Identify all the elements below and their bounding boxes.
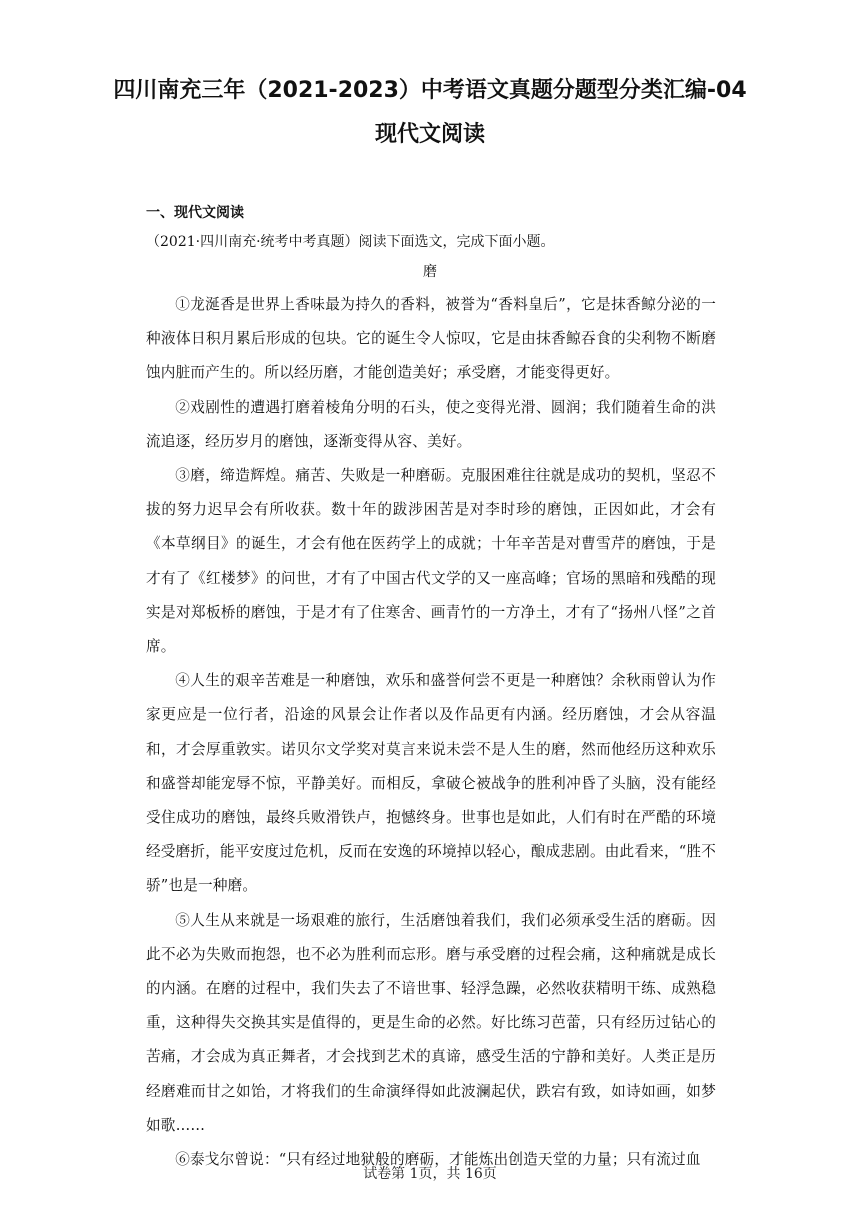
- article-paragraph-2: ②戏剧性的遭遇打磨着棱角分明的石头，使之变得光滑、圆润；我们随着生命的洪流追逐，经历岁月的磨蚀，逐渐变得从容、美好。: [146, 398, 716, 450]
- document-title-line2: 现代文阅读: [374, 122, 485, 147]
- article-paragraph-5: ⑤人生从来就是一场艰难的旅行，生活磨蚀着我们，我们必须承受生活的磨砺。因此不必为失败而抱怨，也不必为胜利而忘形。磨与承受磨的过程会痛，这种痛就是成长的内涵。在磨的过程中，我们失去了不谙世事、轻浮急躁，必然收获精明干练、成熟稳重，这种得失交换其实是值得的，更是生命的必然。好比练习芭蕾，只有经历过钻心的苦痛，才会成为真正舞者，才会找到艺术的真谛，感受生活的宁静和美好。人类正是历经磨难而甘之如饴，才将我们的生命演绎得如此波澜起伏，跌宕有致，如诗如画，如梦如歌……: [146, 911, 716, 1134]
- document-title-line1: 四川南充三年（2021-2023）中考语文真题分题型分类汇编-04: [113, 78, 747, 103]
- article-title: 磨: [423, 264, 437, 280]
- article-paragraph-1: ①龙涎香是世界上香味最为持久的香料，被誉为“香料皇后”，它是抹香鲸分泌的一种液体日积月累后形成的包块。它的诞生令人惊叹，它是由抹香鲸吞食的尖利物不断磨蚀内脏而产生的。所以经历磨，才能创造美好；承受磨，才能变得更好。: [146, 296, 716, 382]
- question-source-line: （2021·四川南充·统考中考真题）阅读下面选文，完成下面小题。: [146, 234, 555, 250]
- page-footer: 试卷第 1页，共 16页: [363, 1166, 497, 1182]
- article-paragraph-6: ⑥泰戈尔曾说：“只有经过地狱般的磨砺，才能炼出创造天堂的力量；只有流过血: [175, 1151, 701, 1169]
- article-paragraph-3: ③磨，缔造辉煌。痛苦、失败是一种磨砺。克服困难往往就是成功的契机，坚忍不拔的努力迟早会有所收获。数十年的跋涉困苦是对李时珍的磨蚀，正因如此，才会有《本草纲目》的诞生，才会有他在医药学上的成就；十年辛苦是对曹雪芹的磨蚀，于是才有了《红楼梦》的问世，才有了中国古代文学的又一座高峰；官场的黑暗和残酷的现实是对郑板桥的磨蚀，于是才有了住寒舍、画青竹的一方净土，才有了“扬州八怪”之首席。: [146, 467, 716, 656]
- article-paragraph-4: ④人生的艰辛苦难是一种磨蚀，欢乐和盛誉何尝不更是一种磨蚀？余秋雨曾认为作家更应是一位行者，沿途的风景会让作者以及作品更有内涵。经历磨蚀，才会从容温和，才会厚重敦实。诺贝尔文学奖对莫言来说未尝不是人生的磨，然而他经历这种欢乐和盛誉却能宠辱不惊，平静美好。而相反，拿破仑被战争的胜利冲昏了头脑，没有能经受住成功的磨蚀，最终兵败滑铁卢，抱憾终身。世事也是如此，人们有时在严酷的环境经受磨折，能平安度过危机，反而在安逸的环境掉以轻心，酿成悲剧。由此看来，“胜不骄”也是一种磨。: [146, 672, 716, 895]
- article-body: [146, 288, 716, 1177]
- section-heading: 一、现代文阅读: [146, 205, 244, 221]
